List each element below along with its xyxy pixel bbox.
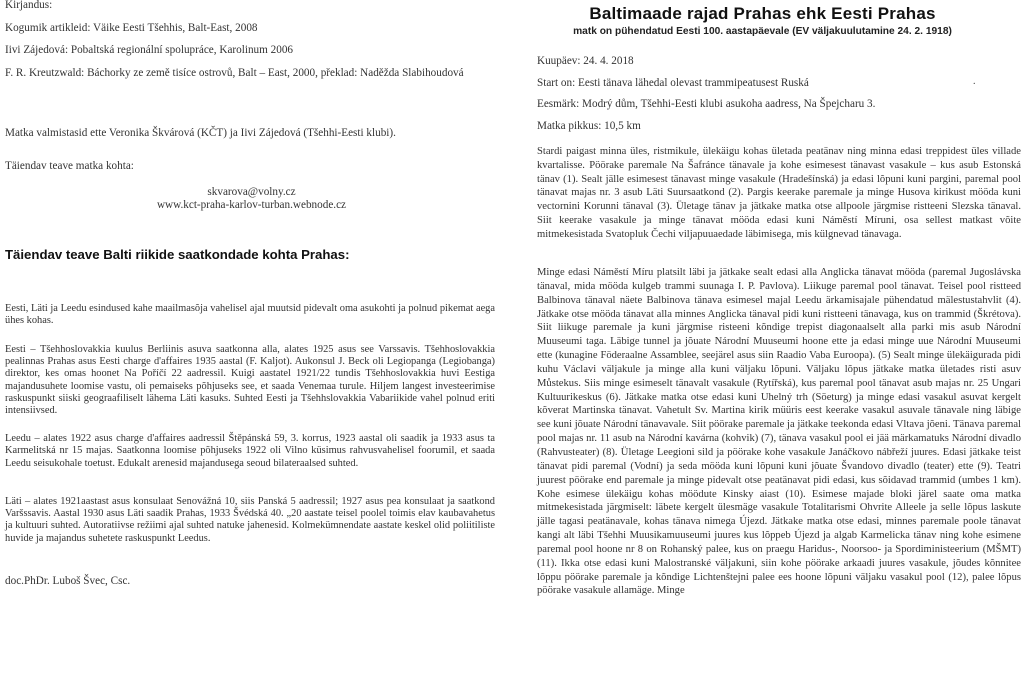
start-line: Start on: Eesti tänava lähedal olevast trammipeatusest Ruská bbox=[537, 77, 809, 89]
estonia-paragraph: Eesti – Tšehhoslovakkia kuulus Berliinis asuva saatkonna alla, alates 1925 asus see Varssavis. Tšehhoslovakkia pealinnas Prahas asus Eesti charge d'affaires 1935 aastal (F. Kaljot). Aukonsul J. Beck oli Legiopanga (Legiobanga) direktor, kes omas hoonet Na Poříčí 22 aadressil. Kuigi aastatel 1921/22 tundis Tšehhoslovakkia huvi Eestiga majandusuhete loomise vastu, oli pemaiseks põhjuseks see, et saada Venemaa turule. Hiljem langest investeerimise raskuspunkt siiski geograafiliselt lähema Läti kasuks. Suhted Eesti ja Tšehhslovakkia Vabariikide vahel polnud eriti intensiivsed. bbox=[5, 344, 495, 417]
contact-website[interactable]: www.kct-praha-karlov-turban.webnode.cz bbox=[156, 199, 347, 211]
route-paragraph-2: Minge edasi Náměstí Míru platsilt läbi ja jätkake sealt edasi alla Anglicka tänavat mööda (paremal Jugoslávska tänaval, mida mööda kulgeb trammi suunaga I. P. Pavlova). Liikuge paremal pool tänavat. Teisel pool ristteed Balbinova tänaval näete Balbinova tänava esimesel majal Leedu ärkamisajale pühendatud mälestustahvlit (4). Jätkake otse mööda tänavat alla minnes Anglicka tänaval pidi kuni ristteeni tänavaga, kus on trammid (Škrétova). Siit liikuge paremale ja kuni järgmise risteeni kõndige trepist diagonaalselt alla parki mis asub Národní Muuseumi taga. Läbige tunnel ja jõuate Národní Muuseumi hoone ette ja edasi minge uue Národní Muuseumi ette (kunagine Föderaalne Assamblee, seejärel asus siin Raadio Vaba Euroopa). (5) Sealt minge ülekäigurada pidi kuhu Václavi väljakule ja minge alla kuni väljaku lõpuni. Väljaku lõpus jätkake matka ületades risti asuv Můstekus. Siis minge esimeselt tänavalt vasakule (Rytířská), kus paremal pool tänavat asub majas nr. 25 Ungari Kultuurikeskus (6). Jätkake matka otse edasi kuni Uhelný trh (Söeturg) ja minge edasi vasakul asuvat kergelt kõverat Martinska tänavat. Vahetult Sv. Martina kirik müüris eest keerake vasakul asuvale tänavale ning läbige see kuni jõuate Národní tänavavale. Siit pöörake paremale ja jätkake teekonda edasi Vltava jõeni. Tänava paremal pool majas nr. 11 asub na Národní kavárna (kohvik) (7), tänava vasakul pool ei jää märkamatuks Národní divadlo (Rahvusteater) (8). Ületage Leegioni sild ja pöörake kohe vasakule Janáčkovo nábřeží juures. Edasi jätkake teist tänavat pidi paremal (Vodní) ja seda mööda kuni lõpuni kuni jõuate Švandovo divadlo (teater) ette (9). Teatri juurest pöörake end paremale ja minge pidevalt otse peatänavat pidi edasi, kus sõidavad trammid (umbes 1 km). Kohe esimese ülekäigu kohas möödute Kinsky aiast (10). Esimese majade bloki järel saate oma matka mitmekesistada järgmiselt: läbete kergelt ülesmäge vasakule Totalitarismi Ohvrite Alleele ja selle lõpus laskute jälle tagasi peatänavale, kohas tänava nimega Újezd. Jätkake matka otse edasi, minnes paremale poole tänavat kangi alt läbi Tšehhi Muusikamuuseumi juures kus lõppeb Újezd ja algab Karmelicka tänav ning kohe esimene paremal pool hoone nr 8 on Rohanský palee, kus on praegu Haridus-, Noorsoo- ja Spordiministeerium (MŠMT) (11). Ikka otse edasi kuni Malostranské väljakuni, siin kohe pöörake arkaadi juures vasakule, jõudes kõnnitee lõppu pöörake paremale ja kõndige Lichtenštejni palee ees hoone lõpuni väljaku vasakul pool (12), palee lõpus pöörake vasakule allamäge. Minge bbox=[537, 267, 1021, 597]
goal-line: Eesmärk: Modrý dům, Tšehhi-Eesti klubi asukoha aadress, Na Špejcharu 3. bbox=[537, 98, 876, 110]
reference-2: Iivi Zájedová: Pobaltská regionální spolupráce, Karolinum 2006 bbox=[5, 44, 294, 56]
page-subtitle: matk on pühendatud Eesti 100. aastapäevale (EV väljakuulutamine 24. 2. 1918) bbox=[573, 26, 952, 37]
stray-dot: . bbox=[973, 76, 976, 87]
lithuania-paragraph: Leedu – alates 1922 asus charge d'affaires aadressil Štěpánská 59, 3. korrus, 1923 aastal oli saadik ja 1933 asus ta Karmelitská nr 15 majas. Saatkonna loomise põhjuseks 1922 oli Vilno küsimus rahvusvahelisel foorumil, et saada Leedu seisukohale toetust. Edukalt arenesid majandusega seoud bilateraalsed suhted. bbox=[5, 433, 495, 469]
reference-3: F. R. Kreutzwald: Báchorky ze země tisíce ostrovů, Balt – East, 2000, překlad: Naděžda Slabihoudová bbox=[5, 67, 464, 79]
reference-1: Kogumik artikleid: Väike Eesti Tšehhis, Balt-East, 2008 bbox=[5, 22, 258, 34]
latvia-paragraph: Läti – alates 1921aastast asus konsulaat Senovážná 10, siis Panská 5 aadressil; 1927 asus pea konsulaat ja saatkond Varšssavis. Aastal 1930 asus Läti saadik Prahas, 1933 Švédská 40. „20 aastate teisel poolel toimis elav kaubavahetus ja kultuuri suhted. Autoratiivse režiimi ajal suhted natuke jahenesid. Kolmekümnendate aastate keskel olid poliitiliste huvide ja majandus suhetete raskuspunkt Leedus. bbox=[5, 496, 495, 544]
more-info-label: Täiendav teave matka kohta: bbox=[5, 160, 134, 172]
contact-email[interactable]: skvarova@volny.cz bbox=[207, 186, 296, 198]
compiled-by: Matka valmistasid ette Veronika Škvárová (KČT) ja Iivi Zájedová (Tšehhi-Eesti klubi). bbox=[5, 127, 396, 139]
baltic-embassies-heading: Täiendav teave Balti riikide saatkondade kohta Prahas: bbox=[5, 247, 350, 262]
literature-label: Kirjandus: bbox=[5, 0, 53, 11]
signature: doc.PhDr. Luboš Švec, Csc. bbox=[5, 575, 131, 587]
right-column bbox=[503, 0, 1022, 687]
route-paragraph-1: Stardi paigast minna üles, ristmikule, ülekäigu kohas ületada peatänav ning minna edasi treppidest üles villade kvartalisse. Pöörake paremale Na Šafránce tänavale ja kohe esimesest tänavast vasakule – kus asub Estonská tänav (1). Sealt jälle esimesest tänavast minge vasakule (Hradešínská) ja edasi lõpuni kuni pargini, paremal pool tänavat majas nr. 3 asub Läti Suursaatkond (2). Pargis keerake paremale ja minge Husova kirikust mööda kuni vectornini Korunni tänaval (3). Ületage tänav ja jätkake matka otse allpoole järgmise ristteeni Slezska tänaval. Siit keerake vasakule ja minge tänavat mööda edasi kuni Náměstí Míruni, osa sellest matkast võite mitmekesistada Svatopluk Čechi viljapuuaedade läbimisega, mis külgnevad tänavaga. bbox=[537, 146, 1021, 240]
date-line: Kuupäev: 24. 4. 2018 bbox=[537, 55, 634, 67]
page-title: Baltimaade rajad Prahas ehk Eesti Prahas bbox=[589, 4, 936, 23]
left-column bbox=[0, 0, 503, 687]
baltic-intro: Eesti, Läti ja Leedu esindused kahe maailmasõja vahelisel ajal muutsid pidevalt oma asukohti ja polnud pikemat aega ühes kohas. bbox=[5, 303, 495, 327]
length-line: Matka pikkus: 10,5 km bbox=[537, 120, 641, 132]
